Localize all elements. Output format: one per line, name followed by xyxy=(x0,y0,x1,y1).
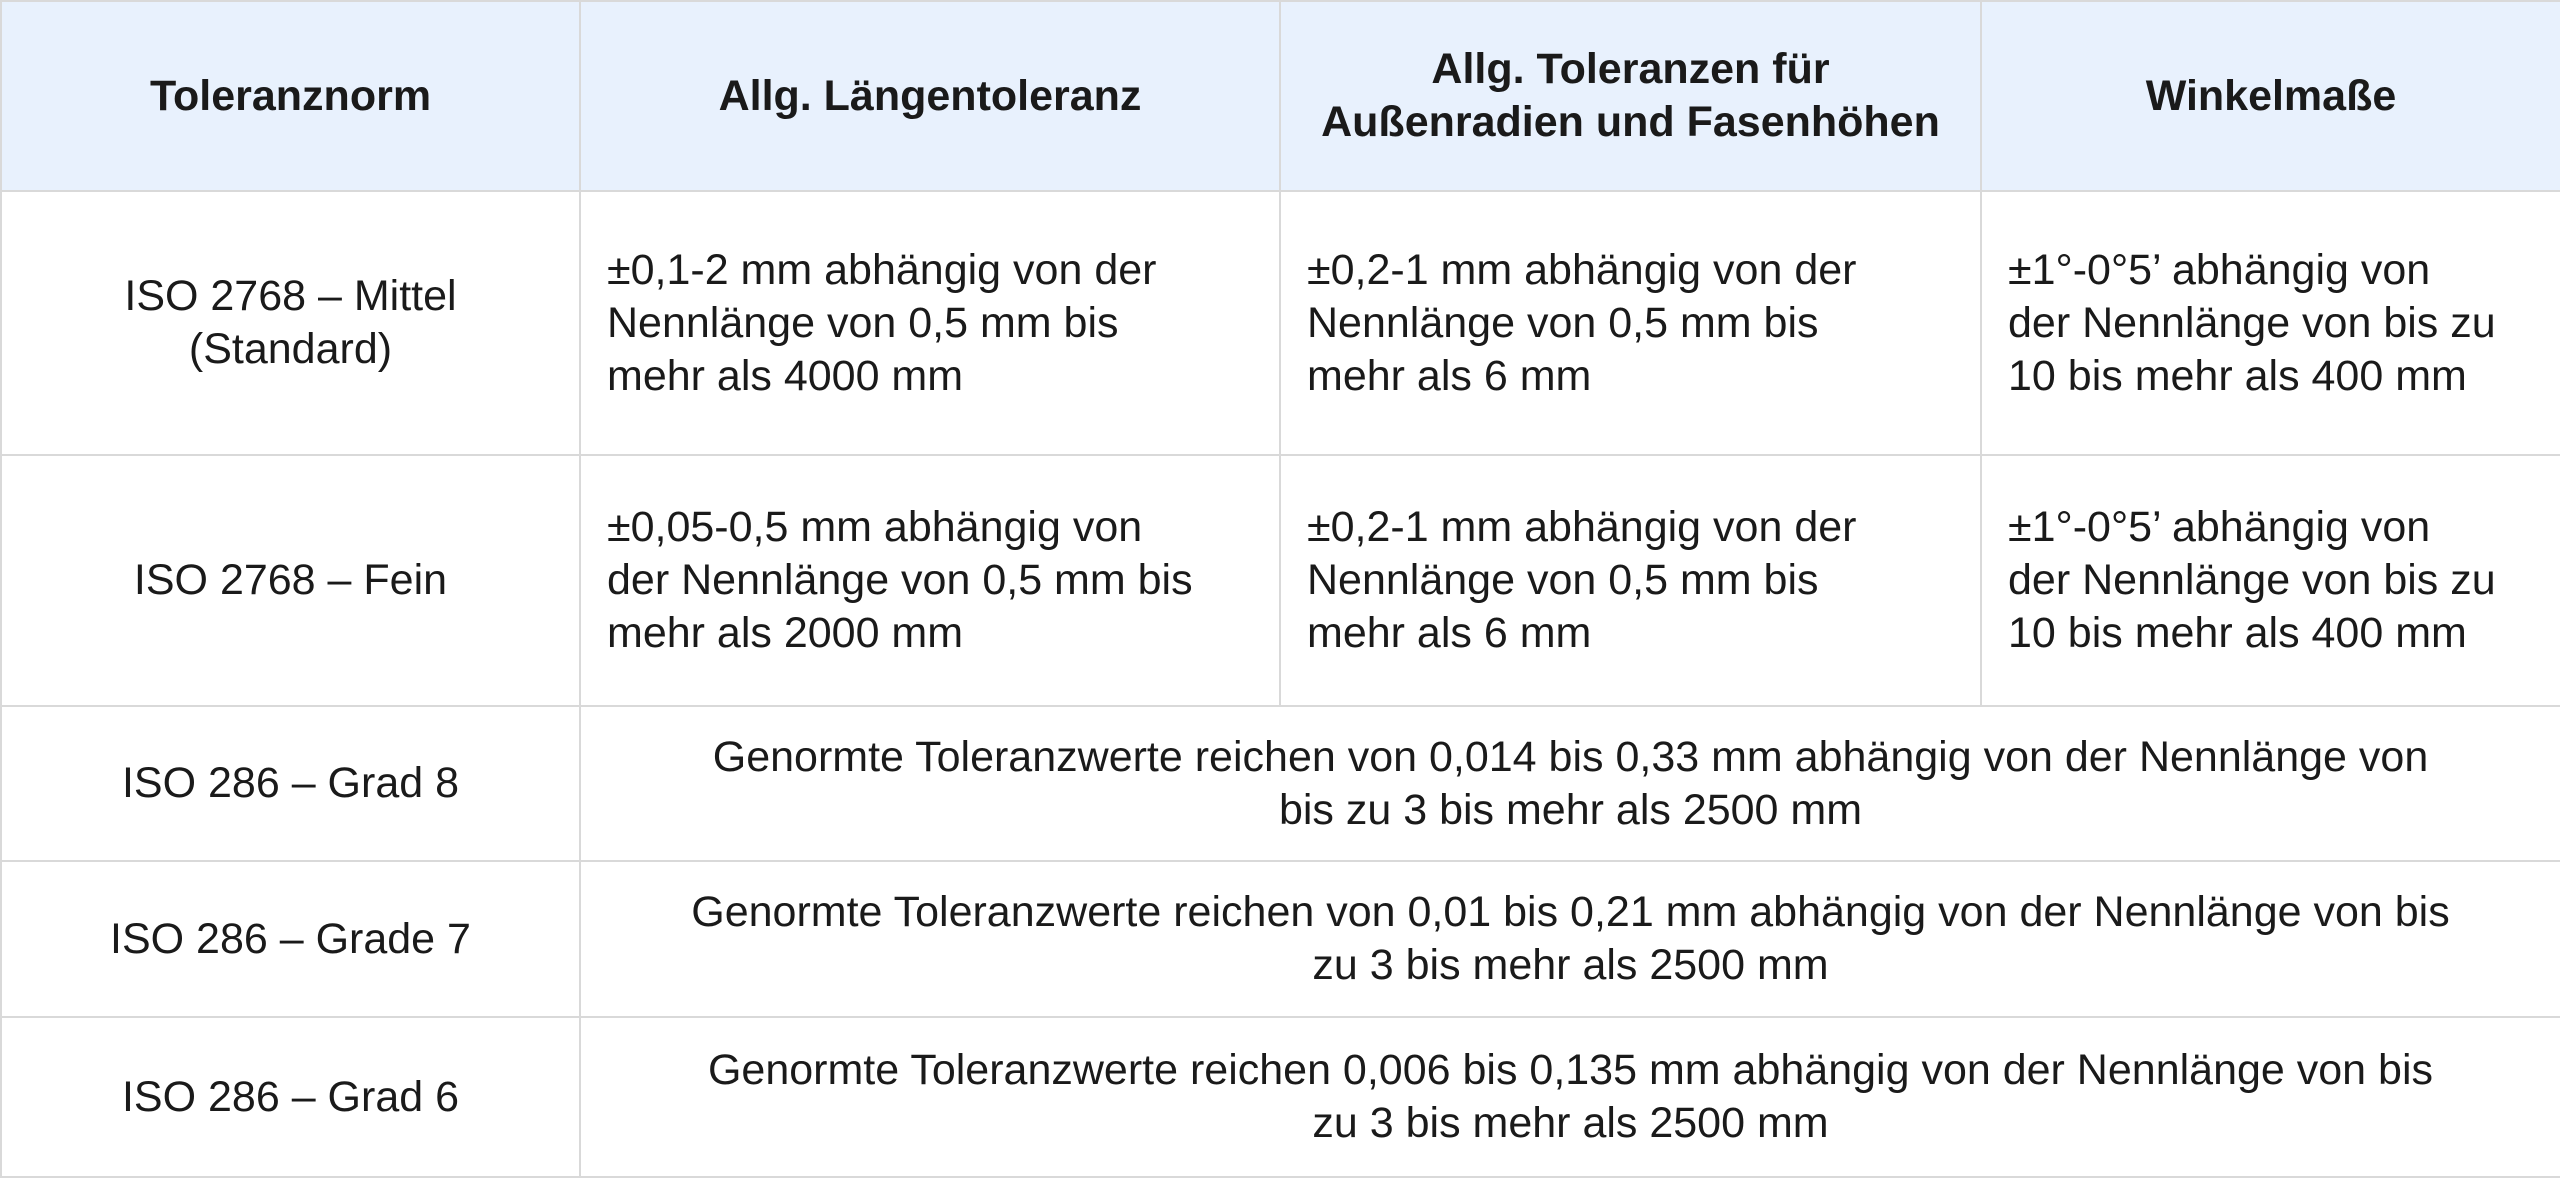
cell-laengentoleranz: ±0,1-2 mm abhängig von der Nennlänge von 0,5 mm bis mehr als 4000 mm xyxy=(580,191,1280,455)
table-header-row xyxy=(1,1,2560,191)
table-row xyxy=(1,1017,2560,1177)
cell-norm: ISO 2768 – Fein xyxy=(1,455,580,706)
cell-norm: ISO 286 – Grad 6 xyxy=(1,1017,580,1177)
header-toleranznorm: Toleranznorm xyxy=(1,1,580,191)
table-row xyxy=(1,861,2560,1017)
cell-radien-fasen: ±0,2-1 mm abhängig von der Nennlänge von 0,5 mm bis mehr als 6 mm xyxy=(1280,191,1981,455)
cell-norm: ISO 2768 – Mittel (Standard) xyxy=(1,191,580,455)
table-row xyxy=(1,455,2560,706)
table-row xyxy=(1,706,2560,861)
header-laengentoleranz: Allg. Längentoleranz xyxy=(580,1,1280,191)
cell-merged-description: Genormte Toleranzwerte reichen 0,006 bis 0,135 mm abhängig von der Nennlänge von bis zu 3 bis mehr als 2500 mm xyxy=(580,1017,2560,1177)
cell-norm: ISO 286 – Grad 8 xyxy=(1,706,580,861)
cell-radien-fasen: ±0,2-1 mm abhängig von der Nennlänge von 0,5 mm bis mehr als 6 mm xyxy=(1280,455,1981,706)
cell-winkelmasse: ±1°-0°5’ abhängig von der Nennlänge von bis zu 10 bis mehr als 400 mm xyxy=(1981,455,2560,706)
cell-laengentoleranz: ±0,05-0,5 mm abhängig von der Nennlänge von 0,5 mm bis mehr als 2000 mm xyxy=(580,455,1280,706)
header-winkelmasse: Winkelmaße xyxy=(1981,1,2560,191)
cell-winkelmasse: ±1°-0°5’ abhängig von der Nennlänge von bis zu 10 bis mehr als 400 mm xyxy=(1981,191,2560,455)
cell-merged-description: Genormte Toleranzwerte reichen von 0,014 bis 0,33 mm abhängig von der Nennlänge von bis zu 3 bis mehr als 2500 mm xyxy=(580,706,2560,861)
header-radien-fasen: Allg. Toleranzen für Außenradien und Fasenhöhen xyxy=(1280,1,1981,191)
cell-norm: ISO 286 – Grade 7 xyxy=(1,861,580,1017)
table-row xyxy=(1,191,2560,455)
cell-merged-description: Genormte Toleranzwerte reichen von 0,01 bis 0,21 mm abhängig von der Nennlänge von bis zu 3 bis mehr als 2500 mm xyxy=(580,861,2560,1017)
